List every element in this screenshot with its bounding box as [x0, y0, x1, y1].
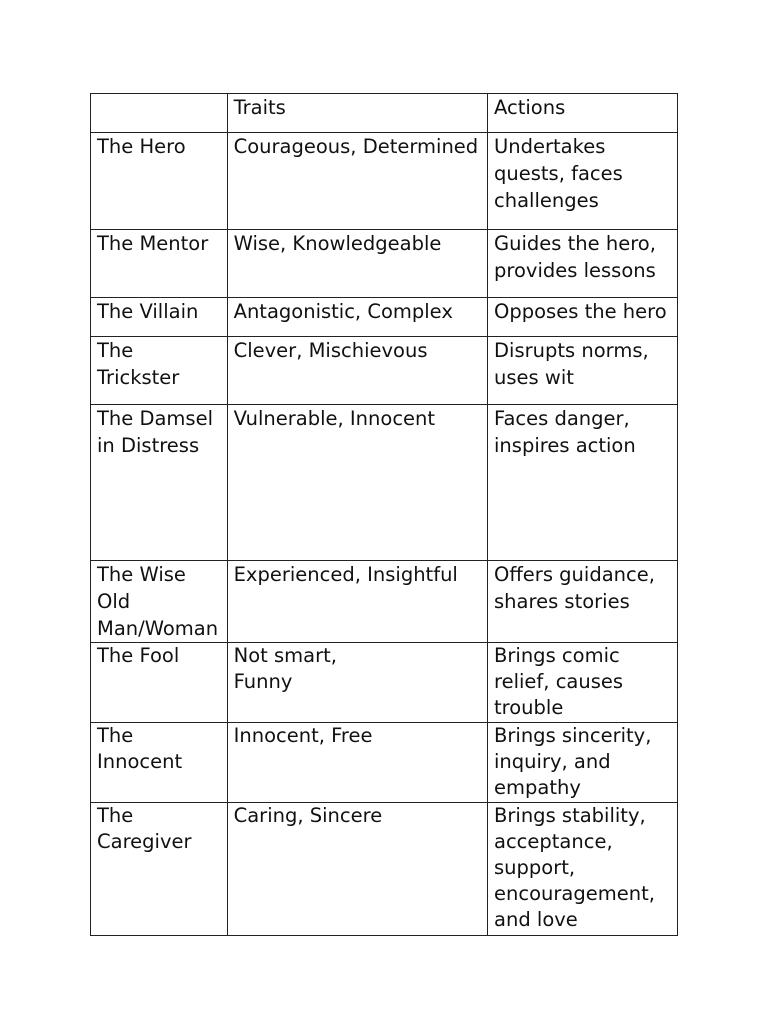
archetype-cell: The Caregiver	[91, 803, 228, 936]
header-cell-archetype	[91, 94, 228, 133]
header-row	[91, 94, 678, 133]
traits-cell: Caring, Sincere	[227, 803, 487, 936]
table-row	[91, 337, 678, 405]
table-row	[91, 298, 678, 337]
actions-cell: Disrupts norms, uses wit	[488, 337, 678, 405]
actions-cell: Faces danger, inspires action	[488, 405, 678, 561]
archetype-cell: The Hero	[91, 133, 228, 230]
archetype-cell: The Wise Old Man/Woman	[91, 561, 228, 643]
traits-cell: Wise, Knowledgeable	[227, 230, 487, 298]
traits-cell: Antagonistic, Complex	[227, 298, 487, 337]
actions-cell: Opposes the hero	[488, 298, 678, 337]
traits-cell: Courageous, Determined	[227, 133, 487, 230]
actions-cell: Guides the hero, provides lessons	[488, 230, 678, 298]
header-cell-traits: Traits	[227, 94, 487, 133]
archetype-cell: The Villain	[91, 298, 228, 337]
table-row	[91, 561, 678, 643]
archetype-cell: The Mentor	[91, 230, 228, 298]
table-row	[91, 133, 678, 230]
traits-cell: Not smart, Funny	[227, 643, 487, 723]
table-row	[91, 405, 678, 561]
actions-cell: Offers guidance, shares stories	[488, 561, 678, 643]
actions-cell: Brings stability, acceptance, support, encouragement, and love	[488, 803, 678, 936]
traits-cell: Innocent, Free	[227, 723, 487, 803]
archetype-table	[90, 93, 678, 936]
actions-cell: Undertakes quests, faces challenges	[488, 133, 678, 230]
traits-cell: Experienced, Insightful	[227, 561, 487, 643]
table-row	[91, 723, 678, 803]
header-cell-actions: Actions	[488, 94, 678, 133]
traits-cell: Clever, Mischievous	[227, 337, 487, 405]
table-row	[91, 643, 678, 723]
actions-cell: Brings sincerity, inquiry, and empathy	[488, 723, 678, 803]
actions-cell: Brings comic relief, causes trouble	[488, 643, 678, 723]
table-row	[91, 230, 678, 298]
table-row	[91, 803, 678, 936]
archetype-cell: The Damsel in Distress	[91, 405, 228, 561]
traits-cell: Vulnerable, Innocent	[227, 405, 487, 561]
archetype-cell: The Innocent	[91, 723, 228, 803]
archetype-cell: The Fool	[91, 643, 228, 723]
archetype-cell: The Trickster	[91, 337, 228, 405]
